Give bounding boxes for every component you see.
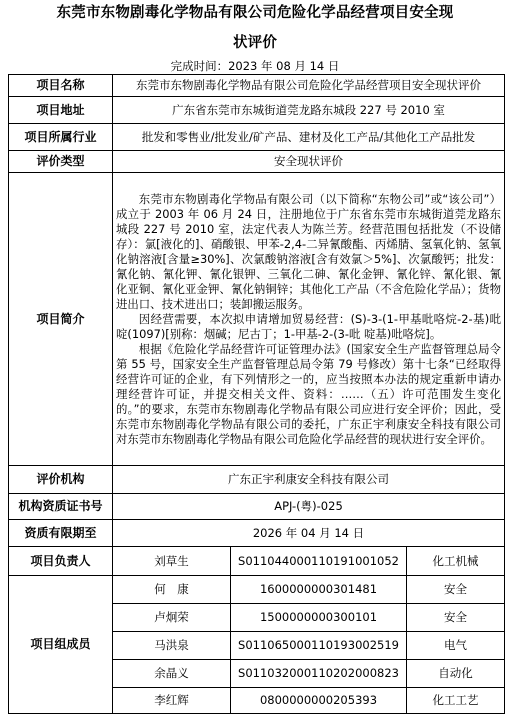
- member-specialty: 化工工艺: [407, 688, 505, 714]
- member-specialty: 电气: [407, 632, 505, 660]
- cert-no-label: 机构资质证书号: [9, 494, 113, 520]
- member-specialty: 自动化: [407, 660, 505, 688]
- eval-org-value: 广东正宇利康安全科技有限公司: [113, 466, 505, 494]
- industry-value: 批发和零售业/批发业/矿产品、建材及化工产品/其他化工产品批发: [113, 124, 505, 151]
- completion-time: 完成时间：2023 年 08 月 14 日: [170, 59, 340, 73]
- member-cert: S011032000110202000823: [231, 660, 407, 688]
- row-project-name: [9, 75, 505, 97]
- row-industry: [9, 124, 505, 151]
- row-cert-no: [9, 494, 505, 520]
- member-cert: 1500000000300101: [231, 604, 407, 632]
- leader-specialty: 化工机械: [407, 547, 505, 576]
- member-specialty: 安全: [407, 576, 505, 604]
- eval-type-value: 安全现状评价: [113, 151, 505, 173]
- project-intro-label: 项目简介: [9, 173, 113, 466]
- member-specialty: 安全: [407, 604, 505, 632]
- member-name: 马洪泉: [113, 632, 231, 660]
- project-intro-text: [113, 173, 505, 466]
- cert-no-value: APJ-(粤)-025: [113, 494, 505, 520]
- row-eval-org: [9, 466, 505, 494]
- member-cert: 1600000000301481: [231, 576, 407, 604]
- cert-expiry-label: 资质有限期至: [9, 520, 113, 547]
- member-row: [9, 576, 505, 604]
- project-info-table: [8, 74, 505, 714]
- project-leader-label: 项目负责人: [9, 547, 113, 576]
- project-address-value: 广东省东莞市东城街道莞龙路东城段 227 号 2010 室: [113, 97, 505, 124]
- row-eval-type: [9, 151, 505, 173]
- document-title-line1: 东莞市东物剧毒化学物品有限公司危险化学品经营项目安全现: [56, 5, 454, 21]
- project-members-label: 项目组成员: [9, 576, 113, 714]
- document-title-line2: 状评价: [232, 35, 278, 51]
- member-name: 卢炯荣: [113, 604, 231, 632]
- project-name-label: 项目名称: [9, 75, 113, 97]
- row-project-leader: [9, 547, 505, 576]
- row-project-intro: [9, 173, 505, 466]
- project-address-label: 项目地址: [9, 97, 113, 124]
- intro-paragraph-2: 因经营需要，本次拟申请增加贸易经营：(S)-3-(1-甲基吡咯烷-2-基)吡啶(1097)[别称：烟碱；尼古丁；1-甲基-2-(3-吡 啶基)吡咯烷]。: [116, 311, 502, 341]
- member-name: 余晶义: [113, 660, 231, 688]
- member-name: 何 康: [113, 576, 231, 604]
- eval-type-label: 评价类型: [9, 151, 113, 173]
- intro-paragraph-3: 根据《危险化学品经营许可证管理办法》(国家安全生产监督管理总局令第 55 号，国家安全生产监督管理总局令第 79 号修改）第十七条“已经取得经营许可证的企业，有下列情形之一的，应当按照本办法的规定重新申请办理经营许可证，并提交相关文件、资料：……（五）许可范围发生变化的。”的要求，东莞市东物剧毒化学物品有限公司应进行安全评价；因此，受东莞市东物剧毒化学物品有限公司的委托，广东正宇利康安全科技有限公司对东莞市东物剧毒化学物品有限公司危险化学品经营的现状进行安全评价。: [116, 341, 502, 446]
- cert-expiry-value: 2026 年 04 月 14 日: [113, 520, 505, 547]
- member-cert: 0800000000205393: [231, 688, 407, 714]
- member-cert: S011065000110193002519: [231, 632, 407, 660]
- row-project-address: [9, 97, 505, 124]
- project-name-value: 东莞市东物剧毒化学物品有限公司危险化学品经营项目安全现状评价: [113, 75, 505, 97]
- industry-label: 项目所属行业: [9, 124, 113, 151]
- member-name: 李红辉: [113, 688, 231, 714]
- row-cert-expiry: [9, 520, 505, 547]
- intro-paragraph-1: 东莞市东物剧毒化学物品有限公司（以下简称“东物公司”或“该公司”）成立于 2003 年 06 月 24 日，注册地位于广东省东莞市东城街道莞龙路东城段 227 号 2010 室，法定代表人为陈兰芳。经营范围包括批发（不设储存）：氯[液化的]、硝酸银、甲苯-2,4-二异氰酸酯、丙烯腈、氢氧化钠、氢氧化钠溶液[含量≥30%]、次氯酸钠溶液[含有效氯＞5%]、次氯酸钙；批发：氰化钠、氰化钾、氰化银钾、三氧化二砷、氰化金钾、氰化锌、氰化银、氰化亚铜、氰化亚金钾、氰化钠铜锌；其他化工产品（不含危险化学品）；货物进出口、技术进出口；装卸搬运服务。: [116, 191, 502, 311]
- leader-cert: S011044000110191001052: [231, 547, 407, 576]
- leader-name: 刘草生: [113, 547, 231, 576]
- eval-org-label: 评价机构: [9, 466, 113, 494]
